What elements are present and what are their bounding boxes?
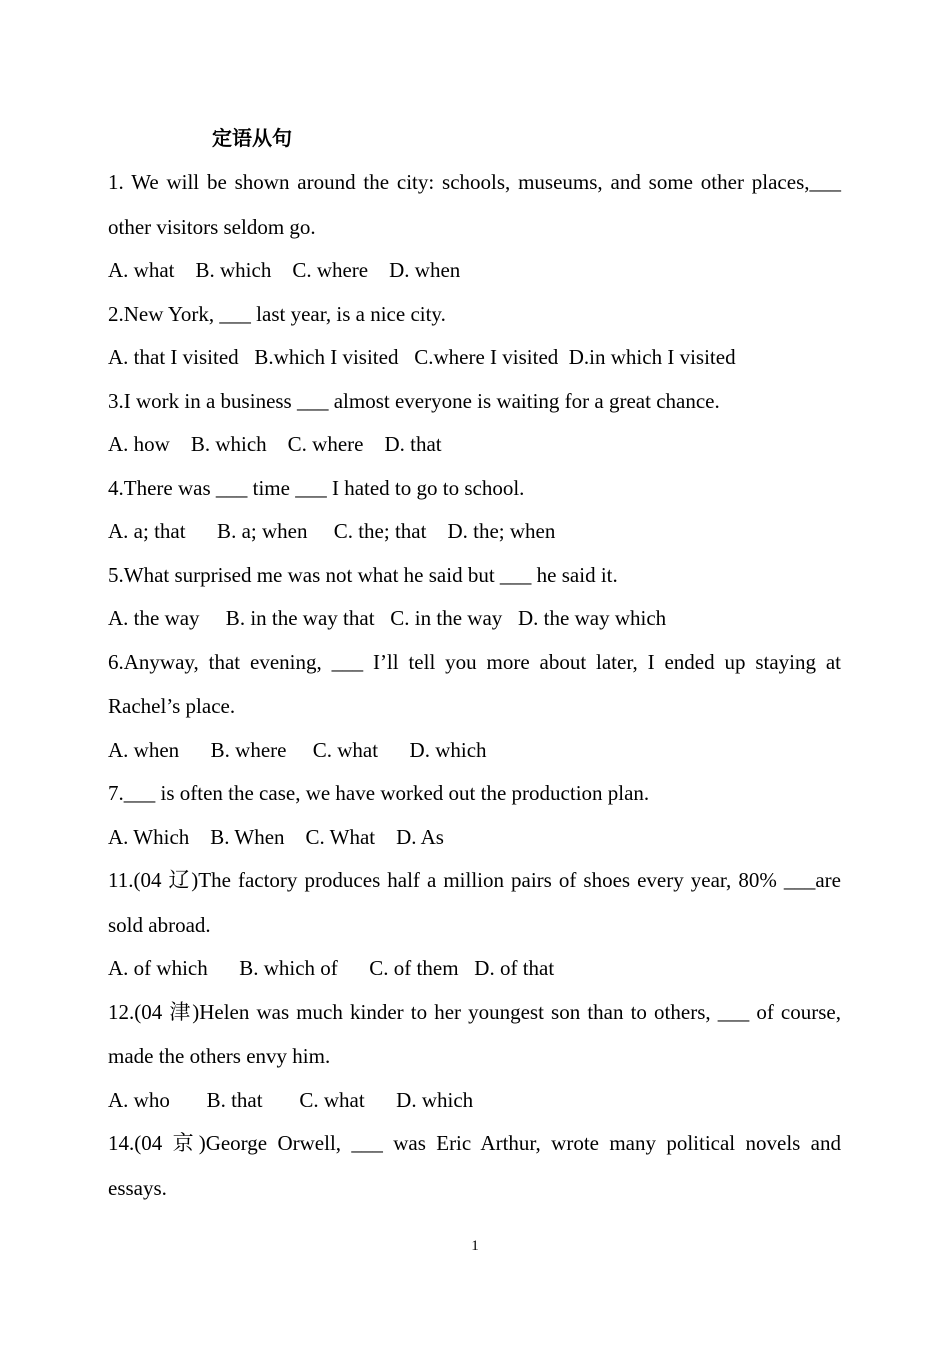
question-7: 7.___ is often the case, we have worked out the production plan. (108, 781, 650, 805)
page-number: 1 (471, 1238, 479, 1254)
question-6: 6.Anyway, that evening, ___ I’ll tell you more about later, I ended up staying at Rachel’s place. (108, 649, 841, 718)
question-list (108, 160, 841, 1210)
page-title: 定语从句 (212, 126, 292, 150)
options-7: A. Which B. When C. What D. As (108, 824, 444, 849)
options-3: A. how B. which C. where D. that (108, 432, 442, 456)
question-5: 5.What surprised me was not what he said but ___ he said it. (108, 562, 618, 587)
options-11: A. of which B. which of C. of them D. of that (108, 956, 555, 980)
question-2: 2.New York, ___ last year, is a nice city. (108, 301, 446, 326)
options-2: A. that I visited B.which I visited C.where I visited D.in which I visited (108, 345, 736, 369)
options-12: A. who B. that C. what D. which (108, 1087, 474, 1112)
question-3: 3.I work in a business ___ almost everyone is waiting for a great chance. (108, 388, 720, 413)
question-14: 14.(04 京)George Orwell, ___ was Eric Arthur, wrote many political novels and essays. (108, 1131, 841, 1200)
question-11: 11.(04 辽)The factory produces half a million pairs of shoes every year, 80% ___are sold abroad. (108, 868, 841, 937)
options-6: A. when B. where C. what D. which (108, 737, 487, 762)
options-5: A. the way B. in the way that C. in the way D. the way which (108, 606, 667, 630)
question-1: 1. We will be shown around the city: schools, museums, and some other places,___ other visitors seldom go. (108, 170, 841, 239)
options-4: A. a; that B. a; when C. the; that D. the; when (108, 519, 556, 543)
question-12: 12.(04 津)Helen was much kinder to her youngest son than to others, ___ of course, made the others envy him. (108, 999, 841, 1068)
options-1: A. what B. which C. where D. when (108, 258, 461, 282)
question-4: 4.There was ___ time ___ I hated to go to school. (108, 475, 525, 500)
